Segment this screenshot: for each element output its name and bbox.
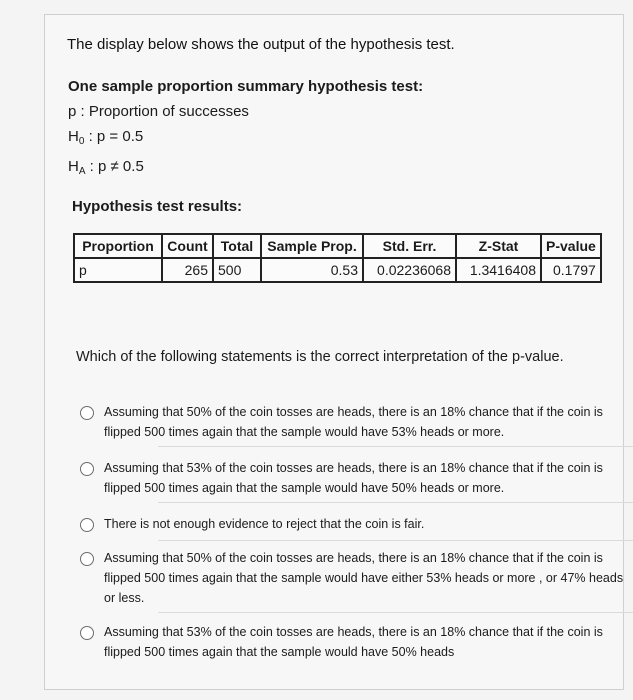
cell-total: 500 <box>213 258 261 282</box>
option-4-label: Assuming that 50% of the coin tosses are heads, there is an 18% chance that if the coin is flipped 500 times again that the sample would have either 53% heads or more , or 47% heads or less. <box>104 551 624 605</box>
results-table <box>73 233 602 283</box>
option-1-label: Assuming that 50% of the coin tosses are heads, there is an 18% chance that if the coin is flipped 500 times again that the sample would have 53% heads or more. <box>104 405 603 439</box>
option-1[interactable] <box>80 402 628 442</box>
option-2[interactable] <box>80 458 628 498</box>
radio-button-icon[interactable] <box>80 406 94 420</box>
header-z-stat: Z-Stat <box>456 234 541 258</box>
cell-std-err: 0.02236068 <box>363 258 456 282</box>
question-text: Which of the following statements is the correct interpretation of the p-value. <box>76 349 564 365</box>
option-5[interactable] <box>80 622 628 662</box>
table-header-row <box>74 234 601 258</box>
cell-count: 265 <box>162 258 213 282</box>
divider <box>158 446 633 447</box>
option-4[interactable] <box>80 548 628 608</box>
header-p-value: P-value <box>541 234 601 258</box>
header-proportion: Proportion <box>74 234 162 258</box>
cell-p-value: 0.1797 <box>541 258 601 282</box>
table-row <box>74 258 601 282</box>
divider <box>158 502 633 503</box>
header-sample-prop: Sample Prop. <box>261 234 363 258</box>
alternative-hypothesis: $H_A$ : p ≠ 0.5 <box>68 158 144 177</box>
option-2-label: Assuming that 53% of the coin tosses are heads, there is an 18% chance that if the coin is flipped 500 times again that the sample would have 50% heads or more. <box>104 461 603 495</box>
cell-proportion: p <box>74 258 162 282</box>
summary-heading: One sample proportion summary hypothesis test: <box>68 78 424 95</box>
divider <box>158 612 633 613</box>
header-std-err: Std. Err. <box>363 234 456 258</box>
radio-button-icon[interactable] <box>80 462 94 476</box>
radio-button-icon[interactable] <box>80 552 94 566</box>
parameter-definition: p : Proportion of successes <box>68 103 249 120</box>
option-3-label: There is not enough evidence to reject that the coin is fair. <box>104 517 425 531</box>
header-count: Count <box>162 234 213 258</box>
radio-button-icon[interactable] <box>80 518 94 532</box>
header-total: Total <box>213 234 261 258</box>
option-3[interactable] <box>80 514 628 534</box>
null-hypothesis: $H_0$ : p = 0.5 <box>68 128 144 147</box>
divider <box>158 540 633 541</box>
intro-text: The display below shows the output of the hypothesis test. <box>67 36 455 53</box>
option-5-label: Assuming that 53% of the coin tosses are heads, there is an 18% chance that if the coin is flipped 500 times again that the sample would have 50% heads <box>104 625 603 659</box>
radio-button-icon[interactable] <box>80 626 94 640</box>
summary-block <box>68 74 423 184</box>
results-title: Hypothesis test results: <box>72 198 243 215</box>
cell-z-stat: 1.3416408 <box>456 258 541 282</box>
cell-sample-prop: 0.53 <box>261 258 363 282</box>
